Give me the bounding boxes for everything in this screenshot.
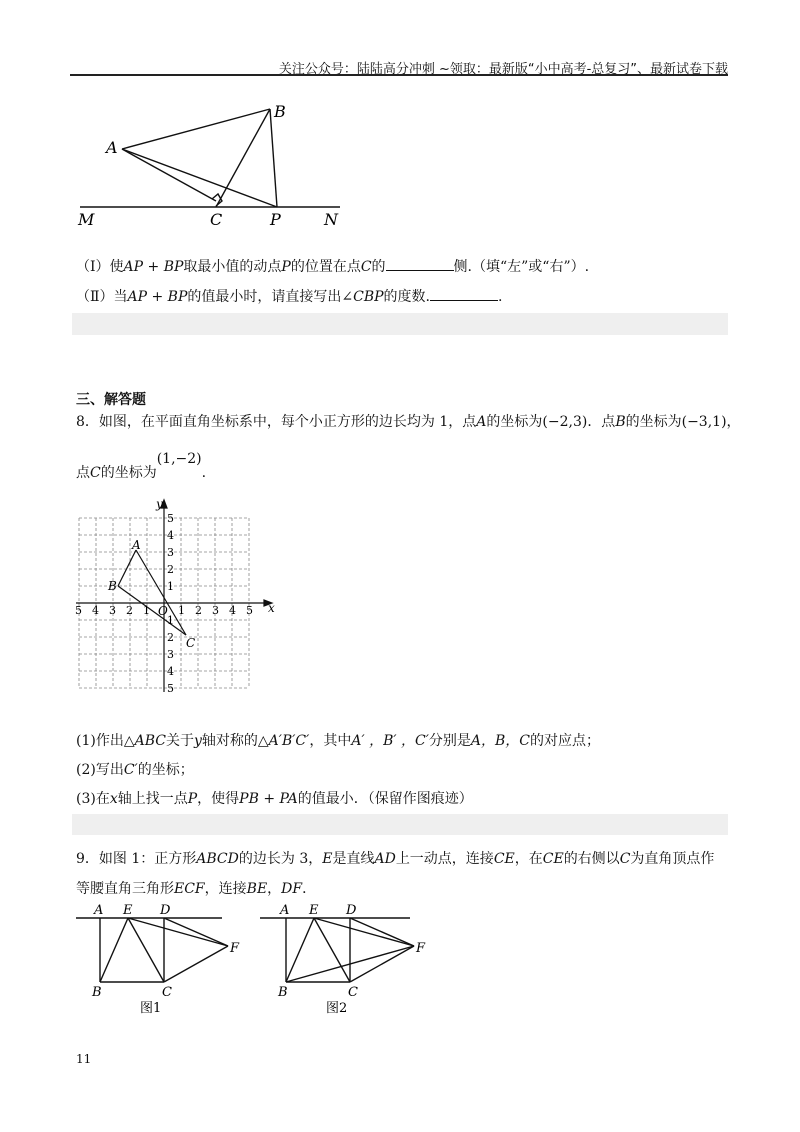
q9-line2: 等腰直角三角形ECF，连接BE，DF． xyxy=(76,881,317,897)
q7-part2: （Ⅱ）当AP + BP的值最小时，请直接写出∠CBP的度数. . xyxy=(76,289,503,305)
label-m: M xyxy=(78,210,95,229)
q8-item3: (3)在x轴上找一点P，使得PB + PA的值最小．（保留作图痕迹） xyxy=(76,791,473,807)
segment-be xyxy=(286,918,314,982)
q8-item2: (2)写出C′的坐标； xyxy=(76,762,194,778)
y-tick-label: 2 xyxy=(167,563,174,576)
y-tick-label: 3 xyxy=(167,648,174,661)
q8-line1: 8．如图，在平面直角坐标系中，每个小正方形的边长均为 1，点A的坐标为(−2,3)．点B的坐标为(−3,1)， xyxy=(76,414,741,430)
y-tick-label: 4 xyxy=(167,665,174,678)
header-rule xyxy=(70,74,728,76)
point-b-label: B xyxy=(108,579,117,593)
x-tick-label: 4 xyxy=(92,604,99,617)
label-a: A xyxy=(94,903,104,918)
q8-item1: (1)作出△ABC关于y轴对称的△A′B′C′，其中A′ ，B′ ，C′分别是A，B，C的对应点； xyxy=(76,733,600,749)
label-b: B xyxy=(274,102,286,121)
label-e: E xyxy=(123,903,133,918)
q9-figure-1 xyxy=(72,900,252,1020)
label-e: E xyxy=(309,903,319,918)
label-d: D xyxy=(160,903,171,918)
segment-ef xyxy=(314,918,414,946)
origin-label: O xyxy=(158,604,168,618)
page-number: 11 xyxy=(76,1052,92,1066)
y-tick-label: 1 xyxy=(167,580,174,593)
segment-ab xyxy=(122,109,270,149)
segment-bc xyxy=(216,109,270,207)
segment-df xyxy=(164,918,228,946)
label-n: N xyxy=(324,210,338,229)
side-ab xyxy=(118,550,136,586)
caption-figure-1: 图1 xyxy=(140,1001,162,1016)
q7-part1: （Ⅰ）使AP + BP取最小值的动点P的位置在点C的 侧.（填“左”或“右”）. xyxy=(76,259,590,275)
label-d: D xyxy=(346,903,357,918)
label-a: A xyxy=(106,138,118,157)
q9-line1: 9．如图 1：正方形ABCD的边长为 3，E是直线AD上一动点，连接CE，在CE的右侧以C为直角顶点作 xyxy=(76,851,715,867)
q8-coordinate-grid xyxy=(72,492,282,702)
answer-blank-2[interactable] xyxy=(430,288,498,301)
answer-area-q7[interactable] xyxy=(72,313,728,335)
label-a: A xyxy=(280,903,290,918)
page-header: 关注公众号：陆陆高分冲刺 ~领取：最新版“小中高考-总复习”、最新试卷下载 xyxy=(278,62,728,77)
label-c: C xyxy=(348,985,358,1000)
y-tick-label: 5 xyxy=(167,512,174,525)
axis-y-label: y xyxy=(156,497,163,511)
q7-figure xyxy=(72,95,372,235)
label-b: B xyxy=(278,985,288,1000)
axis-x-label: x xyxy=(268,601,275,615)
segment-ap xyxy=(122,149,277,207)
x-tick-label: 5 xyxy=(75,604,82,617)
point-c-label: C xyxy=(186,636,196,650)
q8-line2: 点C的坐标为(1,−2). xyxy=(76,451,207,481)
label-b: B xyxy=(92,985,102,1000)
section-title: 三、解答题 xyxy=(76,392,146,408)
point-a-label: A xyxy=(132,538,141,552)
side-ac xyxy=(136,550,186,635)
y-tick-label: 1 xyxy=(167,614,174,627)
y-tick-label: 5 xyxy=(167,682,174,695)
answer-blank-1[interactable] xyxy=(386,258,454,271)
segment-cf xyxy=(350,946,414,982)
segment-df xyxy=(350,918,414,946)
segment-cf xyxy=(164,946,228,982)
segment-bp xyxy=(270,109,277,207)
x-tick-label: 5 xyxy=(246,604,253,617)
label-f: F xyxy=(416,941,426,956)
y-tick-label: 4 xyxy=(167,529,174,542)
x-tick-label: 2 xyxy=(126,604,133,617)
segment-ef xyxy=(128,918,228,946)
x-tick-label: 1 xyxy=(143,604,150,617)
answer-area-q8[interactable] xyxy=(72,814,728,835)
x-tick-label: 1 xyxy=(178,604,185,617)
segment-ac xyxy=(122,149,216,201)
triangle-abc xyxy=(118,550,186,635)
label-c: C xyxy=(162,985,172,1000)
segment-be xyxy=(100,918,128,982)
x-tick-label: 4 xyxy=(229,604,236,617)
caption-figure-2: 图2 xyxy=(326,1001,348,1016)
q9-figure-2 xyxy=(256,900,436,1020)
x-tick-label: 3 xyxy=(212,604,219,617)
label-f: F xyxy=(230,941,240,956)
y-tick-label: 3 xyxy=(167,546,174,559)
x-tick-label: 3 xyxy=(109,604,116,617)
y-tick-label: 2 xyxy=(167,631,174,644)
label-p: P xyxy=(270,210,281,229)
x-tick-label: 2 xyxy=(195,604,202,617)
segment-ce xyxy=(128,918,164,982)
label-c: C xyxy=(210,210,223,229)
